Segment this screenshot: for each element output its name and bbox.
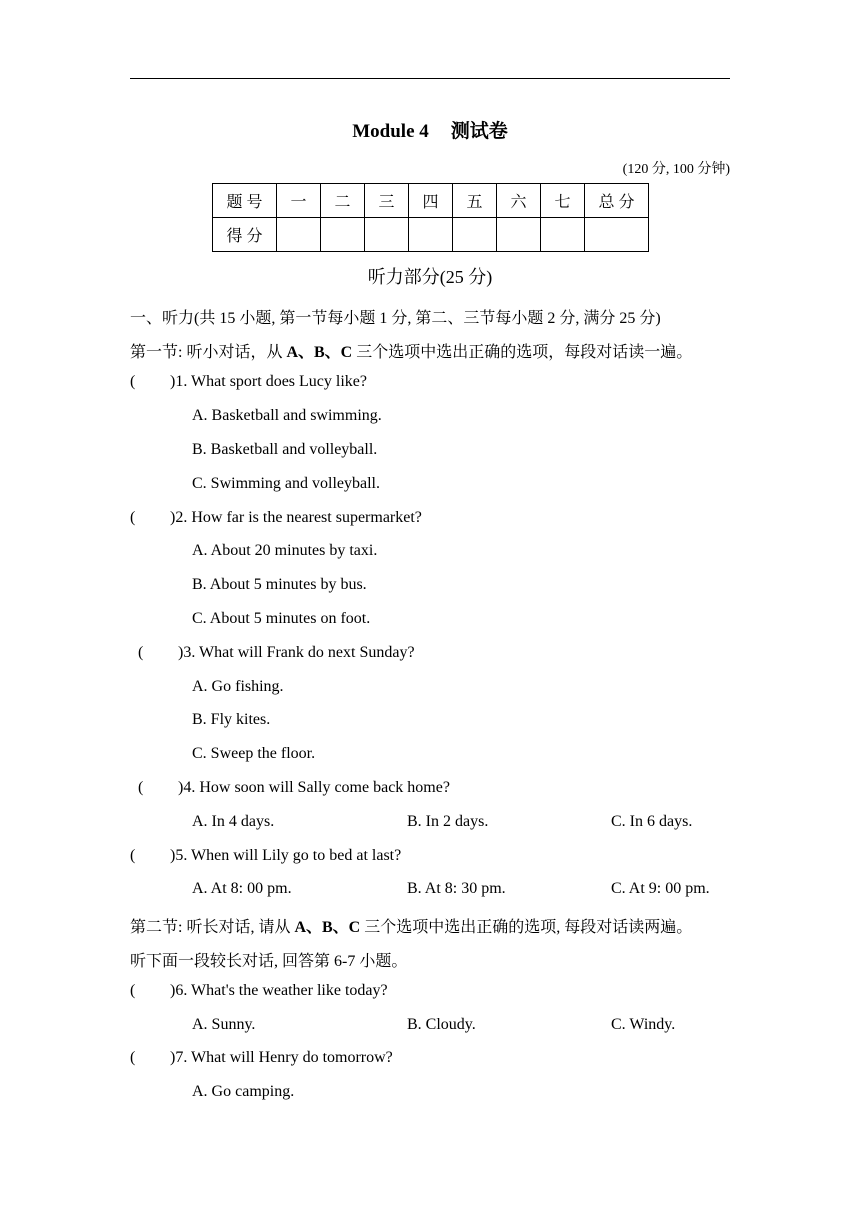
section2-instruction bbox=[130, 914, 692, 937]
option-c: C. At 9: 00 pm. bbox=[611, 880, 710, 897]
answer-blank[interactable]: ( bbox=[130, 509, 136, 526]
option-c: C. Swimming and volleyball. bbox=[192, 475, 380, 492]
option-a: A. In 4 days. bbox=[192, 813, 275, 830]
score-input-cell[interactable] bbox=[365, 218, 409, 252]
option-a: A. About 20 minutes by taxi. bbox=[192, 542, 378, 559]
section2-note: 听下面一段较长对话, 回答第 6-7 小题。 bbox=[130, 953, 408, 970]
answer-blank[interactable]: ( bbox=[138, 644, 144, 661]
question-text: 5. When will Lily go to bed at last? bbox=[175, 847, 402, 864]
score-cell: 一 bbox=[277, 184, 321, 218]
option-b: B. About 5 minutes by bus. bbox=[192, 576, 367, 593]
score-cell: 三 bbox=[365, 184, 409, 218]
score-cell-label: 题 号 bbox=[213, 184, 277, 218]
question-5: ( )5. When will Lily go to bed at last? bbox=[130, 847, 402, 864]
answer-blank[interactable]: ( bbox=[130, 1049, 136, 1066]
option-a: A. Sunny. bbox=[192, 1016, 256, 1033]
score-input-cell[interactable] bbox=[541, 218, 585, 252]
option-b: B. Fly kites. bbox=[192, 711, 271, 728]
option-a: A. Go camping. bbox=[192, 1083, 295, 1100]
score-cell: 四 bbox=[409, 184, 453, 218]
section1-prefix: 第一节: 听小对话，从 bbox=[130, 344, 287, 361]
score-input-cell[interactable] bbox=[277, 218, 321, 252]
option-c: C. Windy. bbox=[611, 1016, 676, 1033]
score-cell-total: 总 分 bbox=[585, 184, 649, 218]
question-text: 3. What will Frank do next Sunday? bbox=[183, 644, 415, 661]
score-cell-label: 得 分 bbox=[213, 218, 277, 252]
option-c: C. Sweep the floor. bbox=[192, 745, 316, 762]
option-b: B. In 2 days. bbox=[407, 813, 489, 830]
score-table bbox=[212, 183, 649, 252]
score-input-cell[interactable] bbox=[453, 218, 497, 252]
section2-prefix: 第二节: 听长对话, 请从 bbox=[130, 919, 295, 936]
question-text: 7. What will Henry do tomorrow? bbox=[175, 1049, 393, 1066]
question-text: 4. How soon will Sally come back home? bbox=[183, 779, 450, 796]
score-time-note: (120 分, 100 分钟) bbox=[622, 162, 730, 177]
section1-instruction bbox=[130, 339, 692, 362]
score-cell: 五 bbox=[453, 184, 497, 218]
score-table-header-row bbox=[213, 184, 649, 218]
answer-blank[interactable]: ( bbox=[130, 847, 136, 864]
score-input-cell[interactable] bbox=[321, 218, 365, 252]
option-a: A. Basketball and swimming. bbox=[192, 407, 382, 424]
top-rule bbox=[130, 78, 730, 79]
question-6: ( )6. What's the weather like today? bbox=[130, 982, 388, 999]
option-b: B. At 8: 30 pm. bbox=[407, 880, 506, 897]
answer-blank[interactable]: ( bbox=[138, 779, 144, 796]
option-b: B. Cloudy. bbox=[407, 1016, 476, 1033]
question-4: ( )4. How soon will Sally come back home? bbox=[138, 779, 450, 796]
score-cell: 二 bbox=[321, 184, 365, 218]
option-c: C. About 5 minutes on foot. bbox=[192, 610, 371, 627]
question-text: 1. What sport does Lucy like? bbox=[175, 373, 367, 390]
option-c: C. In 6 days. bbox=[611, 813, 693, 830]
score-input-cell[interactable] bbox=[497, 218, 541, 252]
part-heading: 一、听力(共 15 小题, 第一节每小题 1 分, 第二、三节每小题 2 分, 满分 25 分) bbox=[130, 310, 661, 327]
title-module: Module 4 bbox=[352, 121, 429, 142]
question-text: 6. What's the weather like today? bbox=[175, 982, 388, 999]
section1-suffix: 三个选项中选出正确的选项，每段对话读一遍。 bbox=[352, 344, 693, 361]
section2-suffix: 三个选项中选出正确的选项, 每段对话读两遍。 bbox=[360, 919, 693, 936]
question-7: ( )7. What will Henry do tomorrow? bbox=[130, 1049, 393, 1066]
score-cell: 七 bbox=[541, 184, 585, 218]
question-3: ( )3. What will Frank do next Sunday? bbox=[138, 644, 415, 661]
score-cell: 六 bbox=[497, 184, 541, 218]
page-title bbox=[0, 116, 860, 143]
option-a: A. Go fishing. bbox=[192, 678, 284, 695]
answer-blank[interactable]: ( bbox=[130, 982, 136, 999]
question-text: 2. How far is the nearest supermarket? bbox=[175, 509, 422, 526]
score-table-score-row bbox=[213, 218, 649, 252]
section1-letters: A、B、C bbox=[286, 344, 353, 361]
question-2: ( )2. How far is the nearest supermarket? bbox=[130, 509, 422, 526]
option-a: A. At 8: 00 pm. bbox=[192, 880, 292, 897]
score-input-cell[interactable] bbox=[409, 218, 453, 252]
title-test: 测试卷 bbox=[450, 121, 508, 142]
section2-letters: A、B、C bbox=[294, 919, 361, 936]
answer-blank[interactable]: ( bbox=[130, 373, 136, 390]
score-input-cell[interactable] bbox=[585, 218, 649, 252]
section-title: 听力部分(25 分) bbox=[367, 267, 493, 287]
option-b: B. Basketball and volleyball. bbox=[192, 441, 378, 458]
question-1: ( )1. What sport does Lucy like? bbox=[130, 373, 367, 390]
